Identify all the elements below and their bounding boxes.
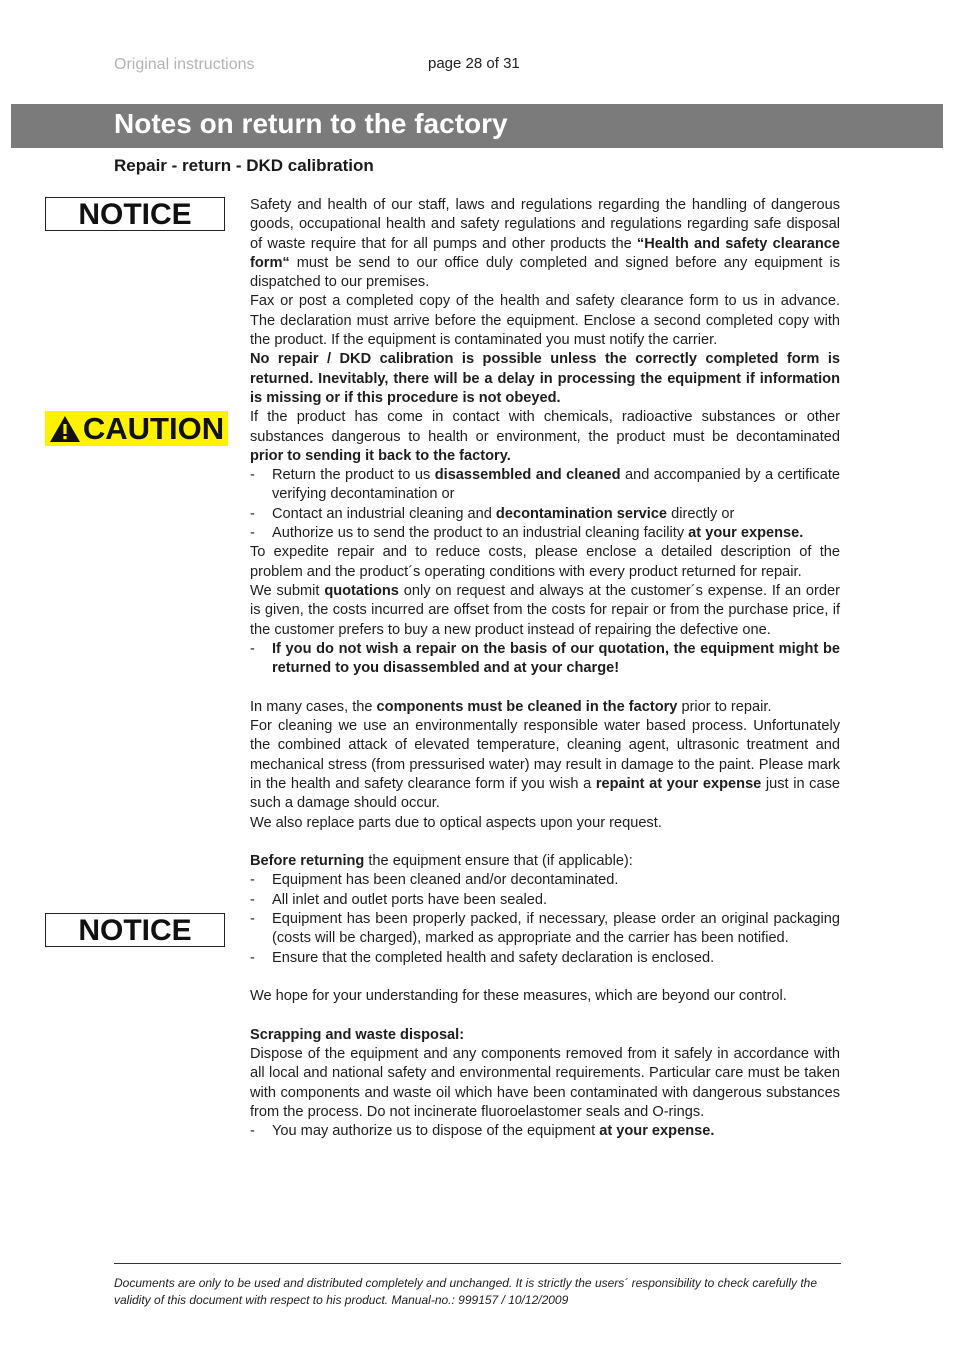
- text: just in case such a damage should occur.: [250, 775, 840, 812]
- quotation-list: [250, 640, 840, 679]
- text: Return the product to us: [272, 467, 435, 484]
- paragraph: [250, 852, 840, 871]
- text-bold: decontamination service: [495, 505, 668, 522]
- list-item: - Equipment has been cleaned and/or decontaminated.: [250, 871, 840, 890]
- text: prior to repair.: [677, 698, 772, 715]
- list-item: - All inlet and outlet ports have been sealed.: [250, 891, 840, 910]
- text-bold: If you do not wish a repair on the basis of our quotation, the equipment might be returned to you disassembled and at your charge!: [272, 640, 840, 677]
- list-item: [250, 466, 840, 505]
- spacer: [250, 1006, 840, 1025]
- paragraph: [250, 698, 840, 717]
- text-bold: prior to sending it back to the factory.: [250, 447, 511, 464]
- text-bold: “Health and safety clearance form“: [250, 235, 840, 271]
- notice-label-bottom: NOTICE: [45, 913, 225, 947]
- spacer: [250, 833, 840, 852]
- page-title: Notes on return to the factory: [114, 108, 508, 139]
- text-bold: disassembled and cleaned: [434, 467, 621, 484]
- list-item: - Ensure that the completed health and safety declaration is enclosed.: [250, 949, 840, 968]
- paragraph: [250, 582, 840, 640]
- text: For cleaning we use an environmentally responsible water based process. Unfortunately the combined attack of elevated temperature, cleaning agent, ultrasonic treatment and mechanical stress (from pressurised water) may result in damage to the paint. Please mark in the health and safety clearance form if you wish a: [250, 718, 840, 792]
- text-bold: at your expense.: [599, 1123, 715, 1140]
- disposal-list: [250, 1122, 840, 1141]
- list-item: [250, 505, 840, 524]
- header-page-number: page 28 of 31: [428, 55, 520, 72]
- text: We submit: [250, 582, 325, 599]
- text-bold: Before returning: [250, 853, 365, 870]
- paragraph-heading: [250, 1026, 840, 1045]
- text-bold: No repair / DKD calibration is possible unless the correctly completed form is returned. Inevitably, there will be a delay in processing the equipment if information is missing or if this procedure is not obeyed.: [250, 351, 840, 406]
- spacer: [250, 968, 840, 987]
- list-item: [250, 524, 840, 543]
- paragraph: Dispose of the equipment and any components removed from it safely in accordance with all local and national safety and environmental requirements. Particular care must be taken with components and waste oil which have been contaminated with dangerous substances from the process. Do not incinerate fluoroelastomer seals and O-rings.: [250, 1046, 840, 1120]
- text: and accompanied by a certificate verifying decontamination or: [272, 467, 840, 503]
- footer-disclaimer: Documents are only to be used and distributed completely and unchanged. It is strictly the users´ responsibility to check carefully the validity of this document with respect to his product. Manual-no.: 999157 / 10/12/2009: [114, 1276, 818, 1307]
- footer-divider: [114, 1263, 841, 1264]
- paragraph: Fax or post a completed copy of the health and safety clearance form to us in advance. The declaration must arrive before the equipment. Enclose a second completed copy with the product. If the equipment is contaminated you must notify the carrier.: [250, 293, 840, 349]
- checklist: [250, 871, 840, 967]
- list-item: [250, 640, 840, 679]
- text: directly or: [667, 505, 735, 522]
- text: Authorize us to send the product to an industrial cleaning facility: [272, 525, 689, 542]
- text: Safety and health of our staff, laws and regulations regarding the handling of dangerous goods, occupational health and safety regulations and regulations regarding safe disposal of waste require that for all pumps and other products the: [250, 197, 840, 252]
- section-subtitle: Repair - return - DKD calibration: [114, 156, 374, 175]
- text: must be send to our office duly completed and signed before any equipment is dispatched to our premises.: [250, 254, 840, 291]
- title-banner: [11, 104, 943, 148]
- text: If the product has come in contact with chemicals, radioactive substances or other substances dangerous to health or environment, the product must be decontaminated: [250, 409, 840, 445]
- text-bold: at your expense.: [688, 525, 804, 542]
- text-bold: quotations: [324, 582, 399, 599]
- header-original-instructions: Original instructions: [114, 56, 255, 73]
- text: only on request and always at the customer´s expense. If an order is given, the costs incurred are offset from the costs for repair or from the purchase price, if the customer prefers to buy a new product instead of repairing the defective one.: [250, 582, 840, 638]
- text: In many cases, the: [250, 698, 377, 715]
- list-item: [250, 1122, 840, 1141]
- text-bold: repaint at your expense: [595, 775, 762, 792]
- spacer: [250, 678, 840, 697]
- text: You may authorize us to dispose of the equipment: [272, 1123, 600, 1140]
- paragraph: [250, 408, 840, 466]
- text-bold: components must be cleaned in the factory: [376, 698, 678, 715]
- decontamination-list: [250, 466, 840, 543]
- paragraph: We hope for your understanding for these measures, which are beyond our control.: [250, 988, 787, 1005]
- notice-label-top: NOTICE: [45, 197, 225, 231]
- caution-text: CAUTION: [82, 411, 225, 446]
- text: Contact an industrial cleaning and: [272, 505, 496, 522]
- list-item: - Equipment has been properly packed, if necessary, please order an original packaging (costs will be charged), marked as appropriate and the carrier has been notified.: [250, 910, 840, 949]
- paragraph: [250, 717, 840, 813]
- paragraph-bold: [250, 350, 840, 408]
- warning-triangle-icon: [49, 414, 81, 444]
- paragraph: We also replace parts due to optical aspects upon your request.: [250, 814, 662, 831]
- body-text: [250, 196, 840, 1142]
- caution-label: [45, 411, 228, 446]
- paragraph: [250, 196, 840, 292]
- text-bold: Scrapping and waste disposal:: [250, 1026, 465, 1043]
- text: the equipment ensure that (if applicable):: [364, 853, 633, 870]
- paragraph: To expedite repair and to reduce costs, please enclose a detailed description of the problem and the product´s operating conditions with every product returned for repair.: [250, 544, 840, 580]
